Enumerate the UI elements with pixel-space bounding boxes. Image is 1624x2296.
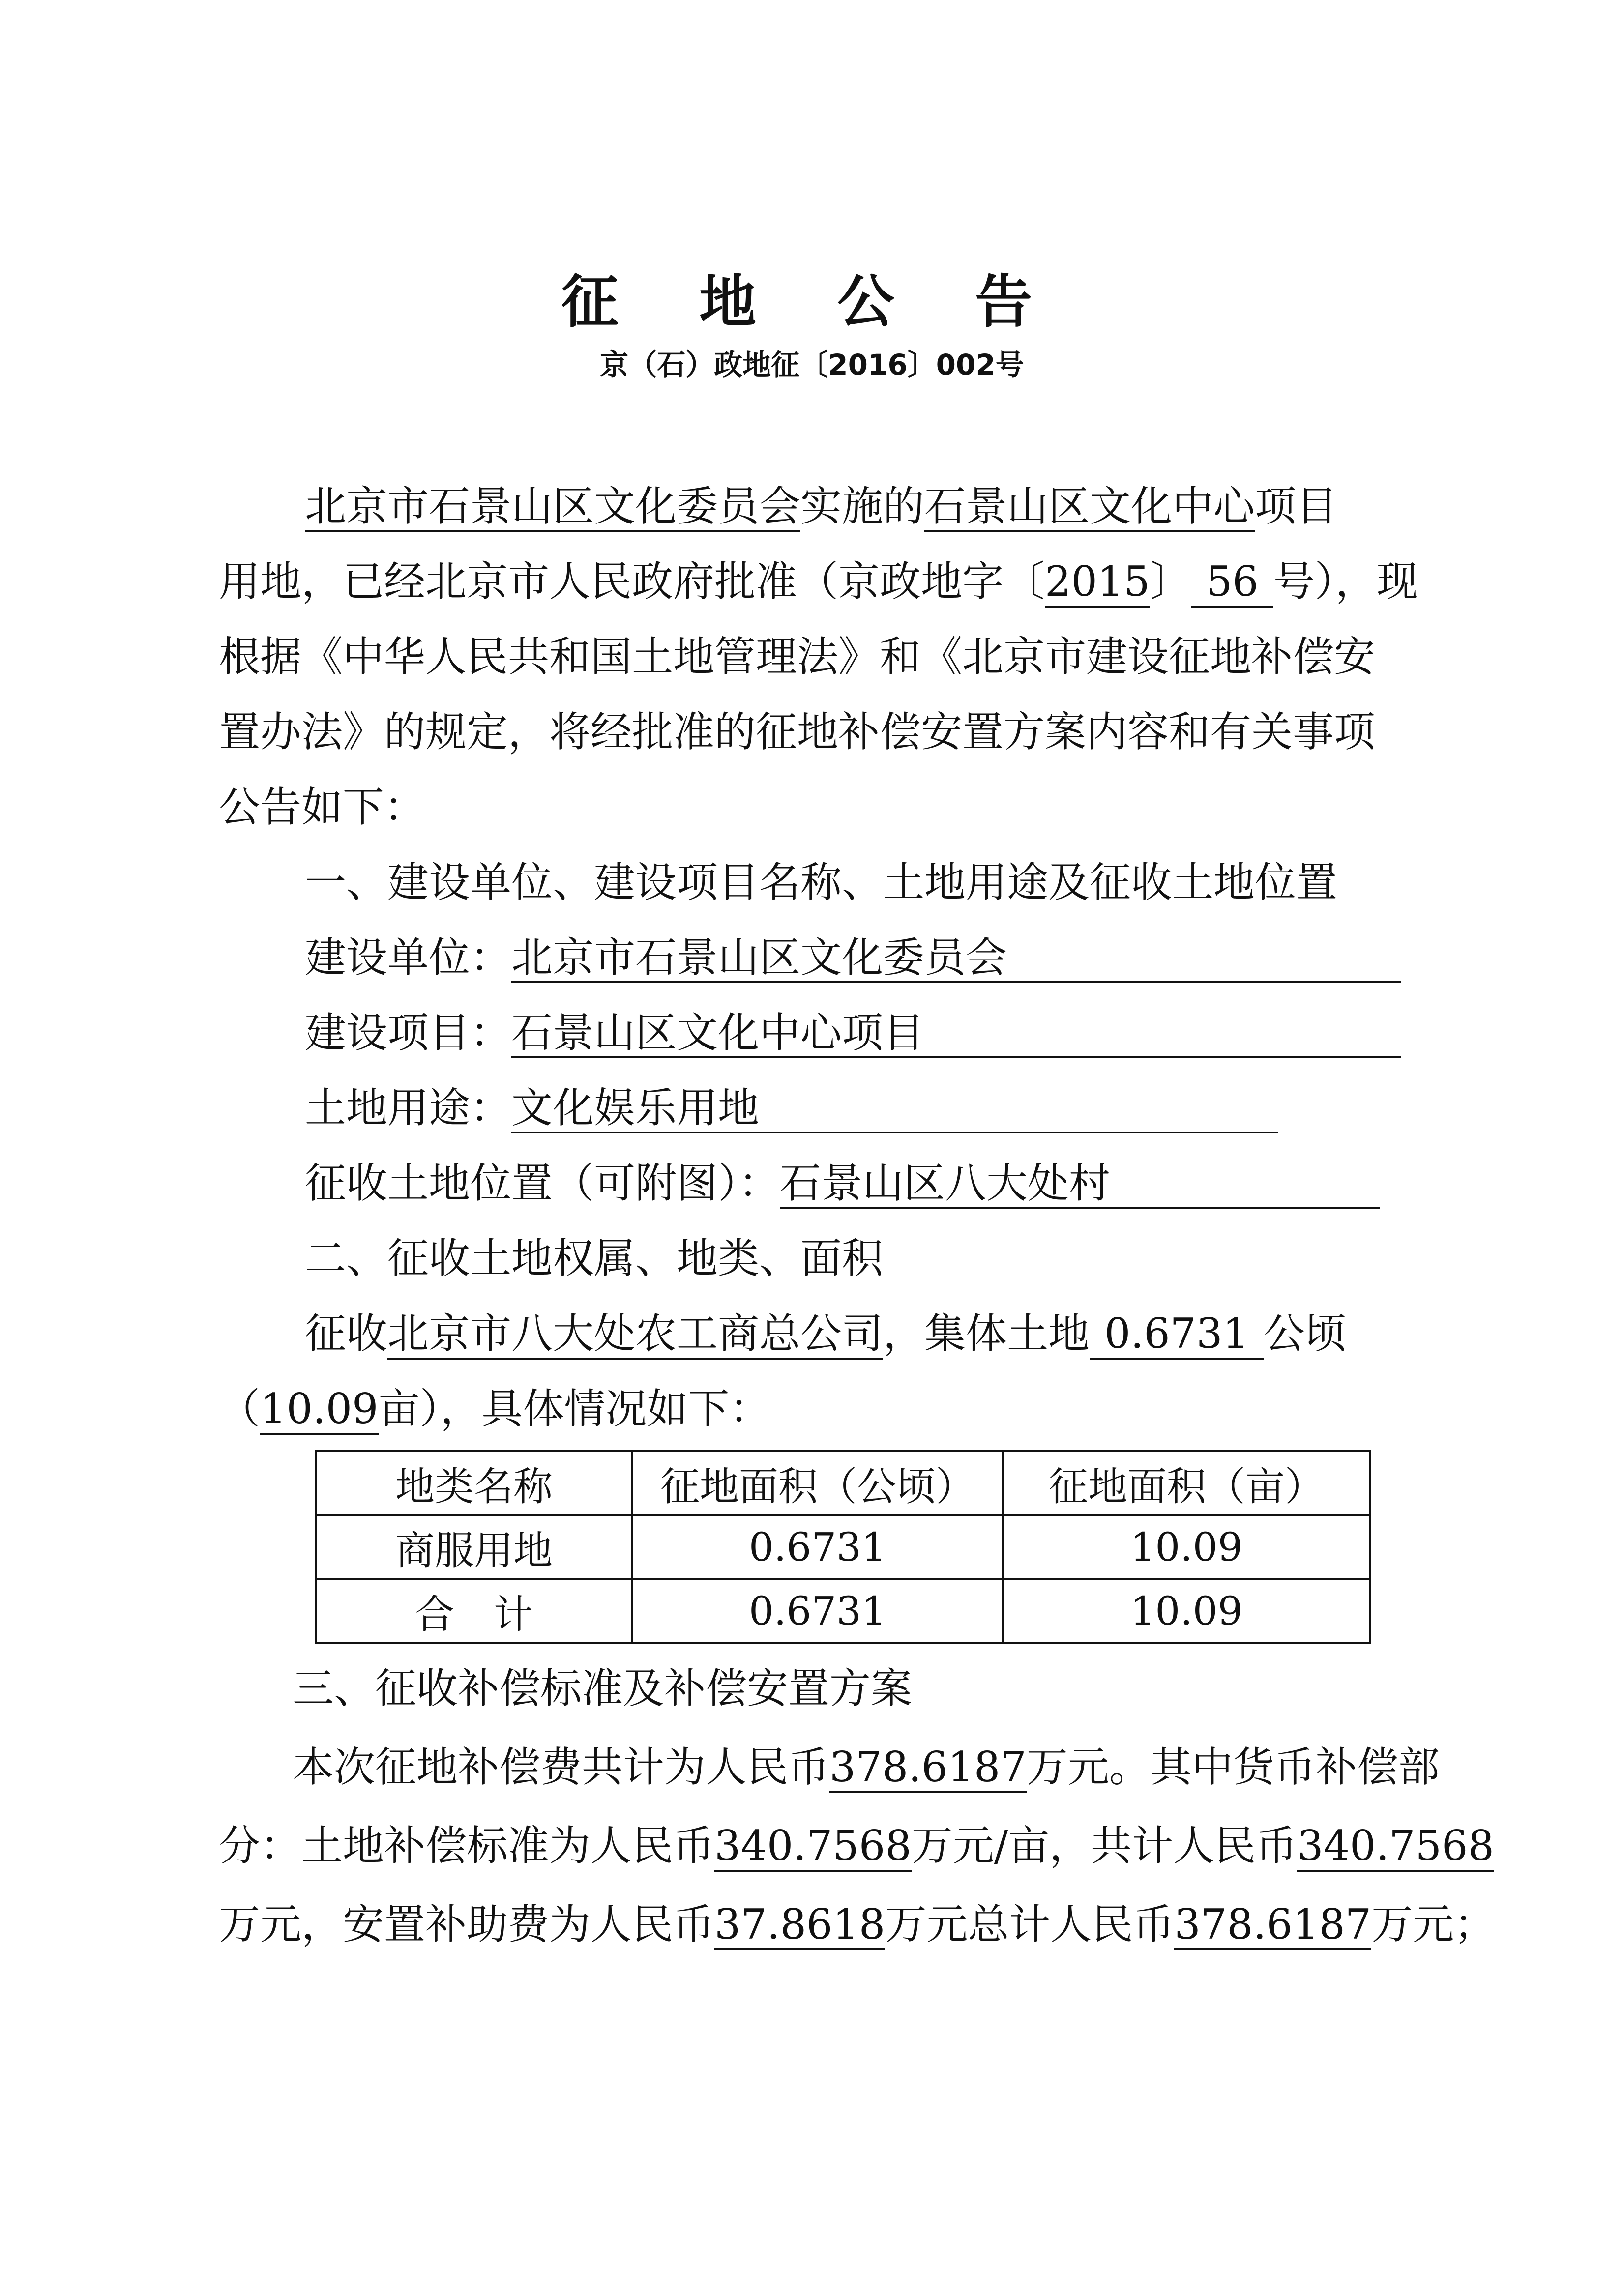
cell-total-mu: 10.09 (1003, 1579, 1370, 1643)
land-compensation-standard: 340.7568 (714, 1822, 912, 1872)
construction-unit-value: 北京市石景山区文化委员会 (511, 934, 1401, 983)
cell-hectares: 0.6731 (632, 1515, 1003, 1579)
compensation-line-2: 分：土地补偿标准为人民币340.7568万元/亩，共计人民币340.7568 (219, 1819, 1494, 1873)
section-2-heading: 二、征收土地权属、地类、面积 (305, 1234, 884, 1282)
header-land-type: 地类名称 (316, 1451, 632, 1515)
land-location-value: 石景山区八大处村 (780, 1160, 1380, 1209)
total-compensation: 378.6187 (829, 1743, 1027, 1793)
construction-unit-row: 建设单位：北京市石景山区文化委员会 (305, 930, 1401, 985)
area-mu: 10.09 (260, 1385, 378, 1435)
document-number: 京（石）政地征〔2016〕002号 (600, 348, 1024, 381)
page-title: 征 地 公 告 (561, 269, 1063, 335)
land-area-table (315, 1450, 1371, 1644)
header-area-hectares: 征地面积（公顷） (632, 1451, 1003, 1515)
intro-line-3: 根据《中华人民共和国土地管理法》和《北京市建设征地补偿安 (219, 633, 1376, 681)
area-hectares: 0.6731 (1090, 1309, 1264, 1360)
land-owner: 北京市八大处农工商总公司 (387, 1309, 883, 1360)
construction-project-value: 石景山区文化中心项目 (511, 1009, 1401, 1058)
resettlement-subsidy: 37.8618 (714, 1900, 885, 1950)
land-location-row: 征收土地位置（可附图）：石景山区八大处村 (305, 1156, 1380, 1210)
cell-total-label: 合 计 (316, 1579, 632, 1643)
intro-line-4: 置办法》的规定，将经批准的征地补偿安置方案内容和有关事项 (219, 708, 1376, 756)
org-name: 北京市石景山区文化委员会 (305, 482, 800, 532)
acquisition-line-1: 征收北京市八大处农工商总公司，集体土地 0.6731 公顷 (305, 1307, 1346, 1361)
acquisition-line-2: （10.09亩），具体情况如下： (219, 1382, 771, 1436)
table-total-row (316, 1579, 1370, 1643)
grand-total: 378.6187 (1174, 1900, 1371, 1950)
compensation-line-3: 万元，安置补助费为人民币37.8618万元总计人民币378.6187万元； (219, 1897, 1495, 1951)
land-compensation-total: 340.7568 (1297, 1822, 1494, 1872)
intro-line-2: 用地，已经北京市人民政府批准（京政地字〔2015〕 56 号），现 (219, 554, 1418, 609)
land-use-value: 文化娱乐用地 (511, 1084, 1278, 1133)
land-use-row: 土地用途：文化娱乐用地 (305, 1081, 1278, 1135)
section-1-heading: 一、建设单位、建设项目名称、土地用途及征收土地位置 (305, 858, 1338, 906)
construction-project-row: 建设项目：石景山区文化中心项目 (305, 1006, 1401, 1060)
cell-mu: 10.09 (1003, 1515, 1370, 1579)
table-row (316, 1515, 1370, 1579)
cell-total-hectares: 0.6731 (632, 1579, 1003, 1643)
project-name: 石景山区文化中心 (924, 482, 1255, 532)
approval-number: 56 (1191, 557, 1273, 608)
table-header-row (316, 1451, 1370, 1515)
compensation-line-1: 本次征地补偿费共计为人民币378.6187万元。其中货币补偿部 (293, 1740, 1440, 1794)
section-3-heading: 三、征收补偿标准及补偿安置方案 (293, 1664, 913, 1713)
approval-year: 2015 (1045, 557, 1150, 608)
header-area-mu: 征地面积（亩） (1003, 1451, 1370, 1515)
cell-land-type: 商服用地 (316, 1515, 632, 1579)
intro-line-1: 北京市石景山区文化委员会实施的石景山区文化中心项目 (305, 479, 1337, 533)
intro-line-5: 公告如下： (219, 783, 426, 831)
